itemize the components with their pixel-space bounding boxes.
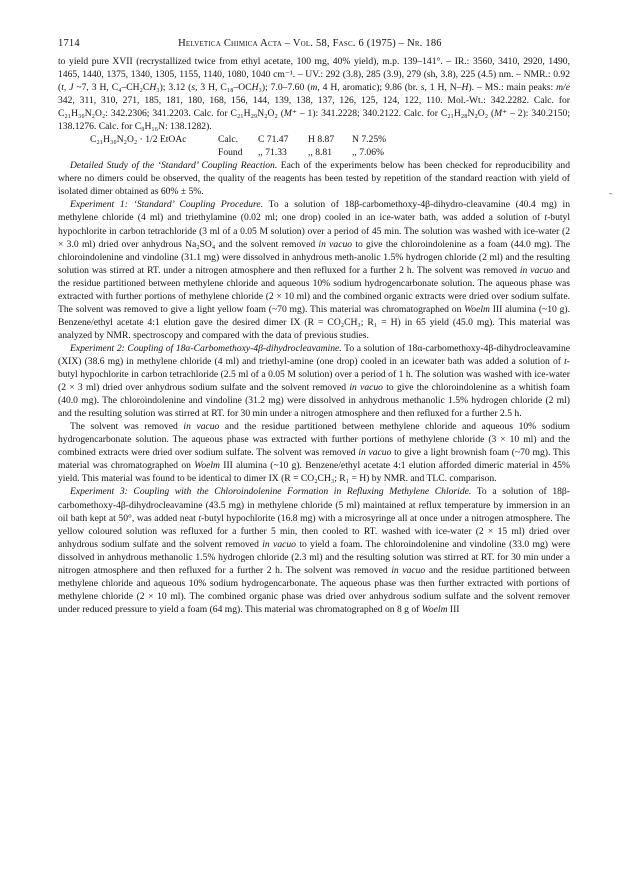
analysis-formula: C₂₁H₃₀N₂O₂ · 1/2 EtOAc	[90, 134, 187, 146]
article-body	[58, 55, 570, 616]
text-run: ₃); 7.0–7.60 (	[258, 82, 311, 94]
italic-text: M	[283, 108, 292, 120]
italic-text: t, J	[61, 82, 74, 94]
text-run: 342, 311, 310, 271, 185, 181, 180, 168, 156, 144, 139, 138, 137, 126, 125, 124, 122, 110. Mol.-Wt.: 342.2282. Calc. for C₂₁H₃₀N₂O₂: 342.2306; 341.2203. Calc. for C₂₁H₂₉N₂O₂ (	[58, 95, 570, 120]
text-run: ). – MS.: main peaks:	[468, 82, 557, 94]
section-experiment-3	[58, 485, 570, 615]
analysis-found-n: ,, 7.06%	[352, 147, 384, 159]
italic-text: Experiment 2: Coupling of 18α-Carbomethoxy-4β-dihydrocleavamine.	[70, 342, 342, 354]
page-number: 1714	[58, 38, 80, 49]
running-header	[58, 38, 570, 49]
italic-text: Experiment 1: ‘Standard’ Coupling Procedure.	[70, 199, 264, 211]
header-spacer	[540, 38, 570, 49]
italic-text: m/e	[556, 82, 570, 94]
analysis-calc-n: N 7.25%	[352, 134, 387, 146]
italic-text: s	[420, 82, 425, 94]
text-run: ⁺ – 1): 341.2228; 340.2122. Calc. for C₂₁H₂₈N₂O₂ (	[291, 108, 495, 120]
text-run: III alumina (~10 g). Benzene/ethyl acetate 4:1 elution afforded dimeric material in 45% yield. This material was found to be identical to dimer IX (R = CO₂CH₃; R₁ = H) by NMR. and TLC. comparison.	[58, 460, 570, 485]
text-run: and the residue partitioned between methylene chloride and aqueous 10% sodium hydrogencarbonate solution. The aqueous phase was extracted with further portions of methylene chloride (3 × 10 ml) and the combined extracts were dried over sodium sulfate. The solvent was removed	[58, 421, 570, 459]
italic-text: in vacuo	[262, 538, 296, 550]
text-run: to give the chloroindolenine as a whitish foam (40.0 mg). The chloroindolenine and vindoline (31.2 mg) were dissolved in anhydrous methanolic 1.5% hydrogen chloride (2 ml) and the resulting solution was stirred at RT. for 30 min under a nitrogen atmosphere and then refluxed for a further 2.5 h.	[58, 382, 571, 420]
italic-text: Woelm	[464, 303, 490, 315]
analysis-found-label: Found	[218, 147, 243, 159]
italic-text: M	[494, 108, 503, 120]
text-run: III alumina (~10 g). Benzene/ethyl acetate 4:1 elution gave the desired dimer IX (R = CO₂CH₃; R₁ = H) in 65 yield (45.0 mg). This material was analyzed by NMR. spectroscopy and compared with the data of previous studies.	[58, 303, 570, 341]
italic-text: H	[461, 82, 469, 94]
text-run: Each of the experiments below has been checked for reproducibility and where no dimers could be observed, the quality of the reagents has been tested by repetition of the standard reaction with yield of isolated dimer obtained as 60% ± 5%.	[58, 160, 570, 198]
text-run: To a solution of 18α-carbomethoxy-4β-dihydrocleavamine (XIX) (38.6 mg) in methylene chloride (4 ml) and triethyl-amine (one drop) cooled in an icewater bath was added a solution of	[58, 342, 571, 367]
analysis-calc-c: C 71.47	[258, 134, 289, 146]
analysis-blank	[90, 146, 218, 159]
analysis-calc-label: Calc.	[218, 134, 238, 146]
text-run: to yield a foam. The chloroindolenine and vindoline (33.0 mg) were dissolved in anhydrous methanolic 1.5% hydrogen chloride (2.3 ml) and the resulting solution was stirred at RT. for 30 min under a nitrogen atmosphere and then refluxed for a further 2 h. The solvent was removed	[58, 538, 570, 576]
italic-text: t	[564, 355, 567, 367]
italic-text: H	[149, 82, 157, 94]
paragraph-xvii-data	[58, 55, 570, 133]
text-run: , 1 H, N–	[424, 82, 462, 94]
italic-text: s	[191, 82, 196, 94]
italic-text: t	[198, 512, 202, 524]
section-experiment-2-cont	[58, 420, 570, 485]
text-run: -butyl hypochlorite in carbon tetrachloride (3 ml of a 0.05 M solution) over a period of 45 min. The solution was washed with ice-water (2 × 3.0 ml) dried over anhydrous Na₂SO₄ and the solvent removed	[58, 212, 570, 250]
text-run: III	[447, 603, 460, 615]
section-experiment-1	[58, 198, 570, 342]
text-run: The solvent was removed	[70, 421, 184, 433]
text-run: to yield pure XVII (recrystallized twice from ethyl acetate, 100 mg, 40% yield), m.p. 139–141°. – IR.: 3560, 3410, 2920, 1490, 1465, 1440, 1375, 1340, 1305, 1155, 1140, 1080, 1040 cm⁻¹. – UV.: 292 (3.8), 285 (3.9), 279 (sh, 3.8), 225 (4.5) nm. – NMR.: 0.92 (	[58, 56, 570, 94]
text-run: to give a light brownish foam (~70 mg). This material was chromatographed on	[58, 447, 570, 472]
italic-text: in vacuo	[519, 264, 554, 276]
text-run: and the residue partitioned between methylene chloride and aqueous 10% sodium hydrogencarbonate. The aqueous phase was then further extracted with portions of methylene chloride (2 × 10 ml). The combined organic phase was dried over anhydrous sodium sulfate and the solvent remover under reduced pressure to yield a foam (64 mg). This material was chromatographed on 8 g of	[58, 564, 570, 615]
italic-text: in vacuo	[349, 382, 383, 394]
section-detailed-study	[58, 159, 570, 198]
text-run: ⁺ – 2): 340.2150; 138.1276. Calc. for C₉H₁₆N: 138.1282).	[58, 108, 570, 133]
italic-text: in vacuo	[391, 564, 426, 576]
text-run: To a solution of 18β-carbomethoxy-4β-dihydro-cleavamine (40.4 mg) in methylene chloride (4 ml) and triethylamine (0.02 ml; one drop) cooled in an ice-water bath, was added a solution of	[58, 199, 570, 224]
text-run: To a solution of 18β-carbomethoxy-4β-dihydrocleavamine (43.5 mg) in methylene chloride (5 ml) maintained at reflux temperature by immersion in an oil bath kept at 50°, was added neat	[58, 486, 570, 524]
analysis-calc-h: H 8.87	[308, 134, 335, 146]
text-run: , 3 H, C₁₈–OC	[195, 82, 252, 94]
text-run: ₃); 3.12 (	[156, 82, 192, 94]
text-run: to give the chloroindolenine as a foam (44.0 mg). The chloroindolenine and vindoline (31.1 mg) were dissolved in anhydrous meth-anolic 1.5% hydrogen chloride (2 ml) and the resulting solution was stirred at RT. under a nitrogen atmosphere and then refluxed for a further 2 h. The solvent was removed	[58, 238, 570, 276]
text-run: , 4 H, aromatic); 9.86 (br.	[317, 82, 421, 94]
text-run: -butyl hypochlorite (16.8 mg) with a microsyringe all at once under a nitrogen atmosphere. The yellow coloured solution was refluxed for a further 5 min, then cooled to RT. washed with ice-water (2 × 15 ml) dried over anhydrous sodium sulfate and the solvent removed	[58, 512, 570, 550]
italic-text: Woelm	[421, 603, 448, 615]
italic-text: H	[251, 82, 259, 94]
analysis-found-h: ,, 8.81	[308, 147, 332, 159]
italic-text: t	[544, 212, 548, 224]
italic-text: in vacuo	[318, 238, 353, 250]
journal-title: Helvetica Chimica Acta – Vol. 58, Fasc. 6 (1975) – Nr. 186	[178, 38, 442, 49]
text-run: and the residue partitioned between methylene chloride and aqueous 10% sodium hydrogencarbonate solution. The aqueous phase was extracted with further portions of methylene chloride (2 × 10 ml) and the combined organic extracts were dried over sodium sulfate. The solvent was removed to give a light yellow foam (~70 mg). This material was chromatographed on	[58, 264, 570, 315]
italic-text: Experiment 3: Coupling with the Chloroindolenine Formation in Refluxing Methylene Chloride.	[70, 486, 472, 498]
section-experiment-2	[58, 342, 570, 420]
italic-text: Woelm	[194, 460, 220, 472]
italic-text: in vacuo	[183, 421, 220, 433]
margin-mark: -	[609, 188, 612, 198]
italic-text: m	[310, 82, 318, 94]
analysis-found-c: ,, 71.33	[258, 147, 287, 159]
italic-text: in vacuo	[358, 447, 392, 459]
italic-text: Detailed Study of the ‘Standard’ Coupling Reaction.	[70, 160, 278, 172]
text-run: -butyl hypochlorite in carbon tetrachloride (2.5 ml of a 0.05 M solution) over a period of 1 h. The solution was washed with ice-water (2 × 3 ml) dried over anhydrous sodium sulfate and the solvent removed	[58, 355, 570, 394]
elemental-analysis	[90, 133, 570, 159]
text-run: ~7, 3 H, C₄–CH₂C	[73, 82, 150, 94]
